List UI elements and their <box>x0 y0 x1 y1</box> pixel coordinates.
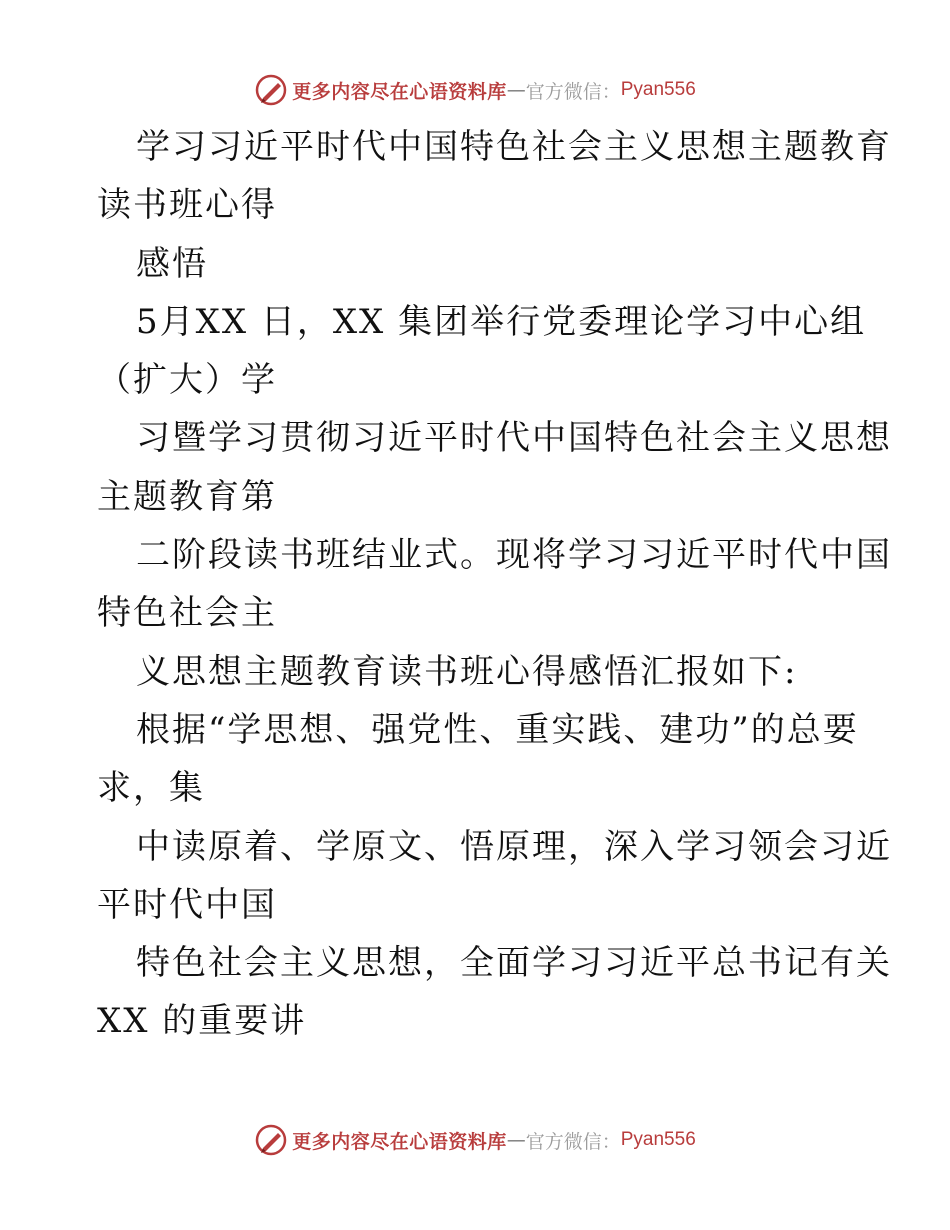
body-text-line: XX 的重要讲 <box>97 1001 307 1042</box>
body-text-line: 学习习近平时代中国特色社会主义思想主题教育 <box>136 127 892 167</box>
body-text-line: 根据“学思想、强党性、重实践、建功”的总要 <box>136 709 859 750</box>
body-text-line: 5月XX 日，XX 集团举行党委理论学习中心组 <box>136 301 867 342</box>
watermark-brand: 更多内容尽在心语资料库 <box>292 80 507 103</box>
watermark-brand: 更多内容尽在心语资料库 <box>292 1130 507 1153</box>
body-text-line: 主题教育第 <box>97 476 277 517</box>
body-text-line: 平时代中国 <box>97 884 277 925</box>
body-text-line: （扩大）学 <box>97 360 277 401</box>
watermark-wechat-id: Pyan556 <box>620 79 696 100</box>
footer-watermark <box>0 1120 950 1160</box>
document-body <box>97 118 892 1051</box>
body-text-line: 二阶段读书班结业式。现将学习习近平时代中国 <box>136 535 892 576</box>
watermark-dash: — <box>506 1129 526 1151</box>
body-text-line: 义思想主题教育读书班心得感悟汇报如下: <box>136 651 798 692</box>
pen-logo-icon <box>254 1123 288 1157</box>
body-text-line: 特色社会主 <box>97 593 277 634</box>
body-text-line: 感悟 <box>136 243 208 284</box>
watermark-wechat-id: Pyan556 <box>620 1129 696 1150</box>
body-text-line: 特色社会主义思想，全面学习习近平总书记有关 <box>136 943 892 984</box>
body-text-line: 中读原着、学原文、悟原理，深入学习领会习近 <box>136 826 892 867</box>
watermark-label: 官方微信： <box>525 80 621 103</box>
body-text-line: 读书班心得 <box>97 185 277 226</box>
watermark-dash: — <box>506 79 526 101</box>
watermark-label: 官方微信： <box>525 1130 621 1153</box>
body-text-line: 求，集 <box>97 768 205 809</box>
body-text-line: 习暨学习贯彻习近平时代中国特色社会主义思想 <box>136 418 892 459</box>
header-watermark <box>0 70 950 110</box>
pen-logo-icon <box>254 73 288 107</box>
